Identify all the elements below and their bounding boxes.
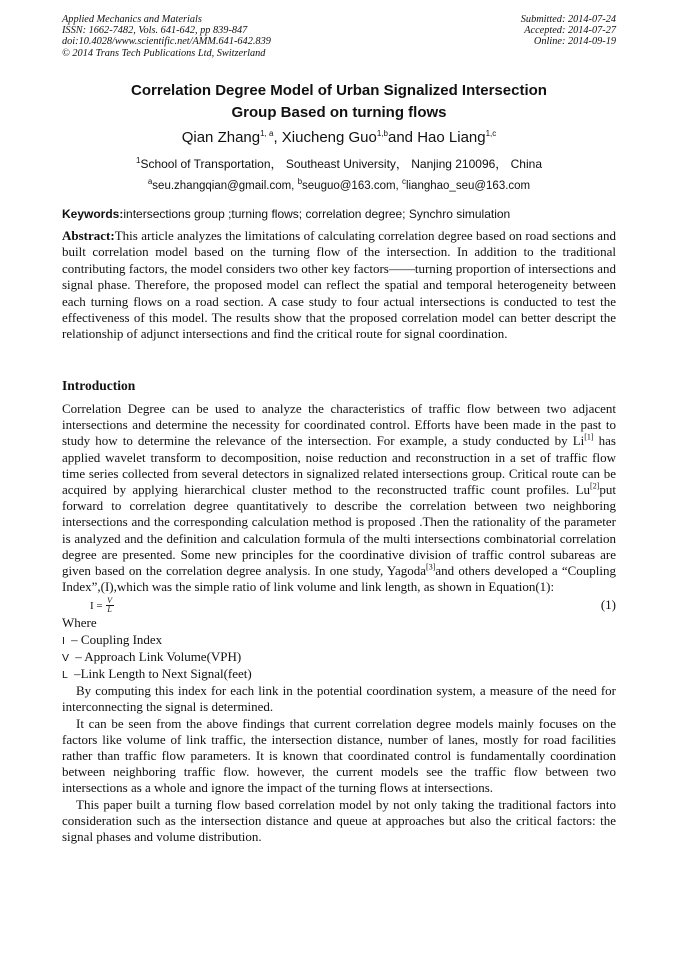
- intro-paragraph-2: By computing this index for each link in the potential coordination system, a measure of the need for interconnecting the signal is determined.: [62, 683, 616, 715]
- where-label: Where: [62, 615, 97, 631]
- definition-item: [62, 649, 616, 666]
- definition-text: –Link Length to Next Signal(feet): [70, 666, 252, 682]
- affiliation-sup: 1: [135, 156, 141, 165]
- affiliation: [62, 156, 616, 172]
- equation-fraction: [106, 597, 114, 614]
- definition-text: – Coupling Index: [67, 631, 163, 647]
- citation-ref: [3]: [426, 562, 436, 572]
- equation-body: [90, 597, 114, 614]
- author-name: Hao Liang: [417, 129, 486, 146]
- definition-symbol: V: [62, 651, 70, 664]
- author-affil-sup: 1,c: [485, 129, 497, 138]
- definition-item: [62, 666, 616, 683]
- equation-1: [62, 595, 616, 615]
- submission-dates: [521, 14, 616, 48]
- paper-title: [62, 80, 616, 124]
- fraction-numerator: V: [107, 596, 113, 606]
- section-heading-introduction: Introduction: [62, 378, 136, 393]
- definition-symbol: L: [62, 669, 68, 682]
- abstract-text: This article analyzes the limitations of calculating correlation degree based on road sections and built correlation model based on the turning flow of the intersection. In addition to the traditional contributing factors, the model considers two other key factors——turning proportion of intersections and signal phase. Therefore, the proposed model can reflect the spatial and temporal heterogeneity between each turning flows on a road section. A case study to four actual intersections is conducted to test the effectiveness of this model. The results show that the proposed correlation model can better descript the relationship of adjunct intersections and find the critical route for signal coordination.: [62, 228, 616, 342]
- citation-ref: [1]: [584, 433, 594, 443]
- definition-symbol: I: [62, 634, 65, 647]
- equation-lhs: I =: [90, 599, 103, 612]
- journal-issn: ISSN: 1662-7482, Vols. 641-642, pp 839-847: [62, 25, 248, 37]
- paragraph-text: and others developed a “Coupling Index”,(I),which was the simple ratio of link volume and link length, as shown in Equation(1):: [62, 563, 616, 595]
- definition-text: – Approach Link Volume(VPH): [72, 648, 242, 664]
- keywords-label: Keywords:: [62, 207, 124, 221]
- email-link[interactable]: seu.zhangqian@gmail.com,: [152, 180, 298, 192]
- abstract: [62, 228, 616, 343]
- keywords: [62, 206, 616, 222]
- email-sup: c: [401, 177, 406, 187]
- journal-doi: doi:10.4028/www.scientific.net/AMM.641-642.839: [62, 36, 271, 48]
- intro-paragraph-3: It can be seen from the above findings that current correlation degree models mainly focuses on the factors like volume of link traffic, the intersection distance, number of lanes, mostly for road facilities rather than traffic flow parameters. It is known that coordinated control is fundamentally coordination between neighboring traffic flow. however, the current models see the traffic flow between two intersections as a whole and ignore the impact of the turning flows at intersections.: [62, 715, 616, 796]
- accepted-date: Accepted: 2014-07-27: [524, 25, 616, 37]
- submitted-date: Submitted: 2014-07-24: [520, 14, 616, 25]
- journal-info: [62, 14, 271, 59]
- definition-item: [62, 632, 616, 649]
- email-sup: a: [147, 177, 153, 187]
- abstract-label: Abstract:: [62, 228, 115, 243]
- introduction-body: [62, 401, 616, 845]
- paragraph-text: Correlation Degree can be used to analyze the characteristics of traffic flow between two adjacent intersections and determine the necessity for coordinated control. Efforts have been made in the past to study how to determine the relevance of the intersection. For example, a study conducted by Li: [62, 401, 616, 449]
- title-line-1: Correlation Degree Model of Urban Signalized Intersection: [131, 82, 547, 99]
- citation-ref: [2]: [590, 481, 600, 491]
- paragraph-text: has applied wavelet transform to decomposition, noise reduction and reconstruction in a set of traffic flow time series collected from several detectors in signalized related intersections group. Critical route can be acquired by applying hierarchical cluster method to the reconstructed traffic count profiles. Lu: [62, 433, 616, 498]
- affiliation-text: School of Transportation， Southeast University， Nanjing 210096， China: [140, 157, 542, 171]
- online-date: Online: 2014-09-19: [533, 36, 616, 48]
- author-separator: and: [388, 129, 418, 146]
- paragraph-text: put forward to correlation degree quantitatively to describe the correlation between two neighboring intersections and the corresponding calculation method is proposed .Then the rationality of the parameter is analyzed and the definition and calculation formula of the multi intersections combinatorial correlation degree are presented. Some new principles for the coordinative division of traffic control subareas are given based on the correlation degree analysis. In one study, Yagoda: [62, 482, 616, 579]
- author-affil-sup: 1,b: [376, 129, 388, 138]
- author-emails: [62, 178, 616, 194]
- journal-copyright: © 2014 Trans Tech Publications Ltd, Switzerland: [62, 47, 266, 59]
- email-link[interactable]: seuguo@163.com,: [302, 180, 402, 192]
- author-name: Qian Zhang: [181, 129, 261, 146]
- intro-paragraph-1: [62, 401, 616, 595]
- email-sup: b: [297, 177, 303, 187]
- author-name: Xiucheng Guo: [281, 129, 377, 146]
- journal-name: Applied Mechanics and Materials: [62, 14, 202, 25]
- author-affil-sup: 1, a: [260, 129, 274, 138]
- fraction-denominator: L: [107, 605, 112, 615]
- equation-number: (1): [600, 597, 616, 613]
- author-list: [62, 128, 616, 148]
- email-link[interactable]: lianghao_seu@163.com: [405, 180, 531, 192]
- intro-paragraph-4: This paper built a turning flow based correlation model by not only taking the traditional factors into consideration such as the intersection distance and queue at approaches but also the critical factors: the signal phases and volume distribution.: [62, 796, 616, 845]
- keywords-text: intersections group ;turning flows; correlation degree; Synchro simulation: [123, 207, 511, 221]
- title-line-2: Group Based on turning flows: [231, 104, 447, 121]
- author-separator: ,: [273, 129, 282, 146]
